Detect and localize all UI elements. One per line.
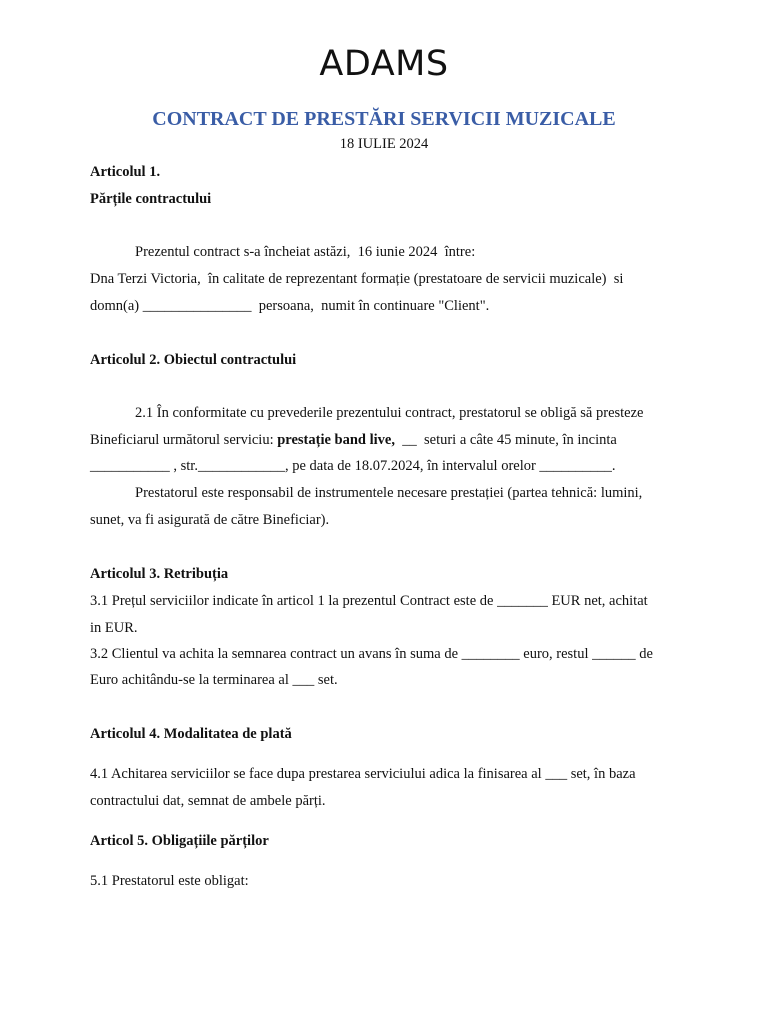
article-3-line-3: 3.2 Clientul va achita la semnarea contract un avans în suma de ________ euro, restul ______ de: [90, 646, 653, 662]
article-3-heading: Articolul 3. Retribuția: [90, 566, 229, 582]
contract-date: 18 IULIE 2024: [339, 136, 429, 152]
company-logo: ADAMS: [319, 44, 449, 84]
article-2-line-4: Prestatorul este responsabil de instrumentele necesare prestației (partea tehnică: lumini,: [135, 485, 643, 501]
article-4-line-2: contractului dat, semnat de ambele părți.: [90, 793, 326, 809]
article-2-line-1: 2.1 În conformitate cu prevederile prezentului contract, prestatorul se obligă să presteze: [135, 405, 644, 421]
article-3-line-2: in EUR.: [90, 620, 138, 636]
article-1-line-1: Prezentul contract s-a încheiat astăzi, 16 iunie 2024 între:: [135, 244, 476, 260]
article-1-heading: Articolul 1.: [90, 164, 161, 180]
article-3-line-4: Euro achitându-se la terminarea al ___ set.: [90, 672, 338, 688]
article-4-heading: Articolul 4. Modalitatea de plată: [90, 726, 292, 742]
article-3-line-1: 3.1 Prețul serviciilor indicate în articol 1 la prezentul Contract este de _______ EUR net, achitat: [90, 593, 648, 609]
article-1-line-3: domn(a) _______________ persoana, numit în continuare "Client".: [90, 298, 490, 314]
article-5-heading: Articol 5. Obligațiile părților: [90, 833, 269, 849]
article-2-line-2: Bineficiarul următorul serviciu: prestație band live, __ seturi a câte 45 minute, în incinta: [90, 432, 617, 448]
article-4-line-1: 4.1 Achitarea serviciilor se face dupa prestarea serviciului adica la finisarea al ___ set, în baza: [90, 766, 636, 782]
article-1-line-2: Dna Terzi Victoria, în calitate de reprezentant formație (prestatoare de servicii muzicale) si: [90, 271, 624, 287]
article-5-line-1: 5.1 Prestatorul este obligat:: [90, 873, 249, 889]
contract-title: CONTRACT DE PRESTĂRI SERVICII MUZICALE: [152, 108, 616, 130]
article-1-subheading: Părțile contractului: [90, 191, 212, 207]
article-2-line-5: sunet, va fi asigurată de către Bineficiar).: [90, 512, 330, 528]
article-2-heading: Articolul 2. Obiectul contractului: [90, 352, 297, 368]
article-2-line-3: ___________ , str.____________, pe data de 18.07.2024, în intervalul orelor __________.: [90, 458, 616, 474]
